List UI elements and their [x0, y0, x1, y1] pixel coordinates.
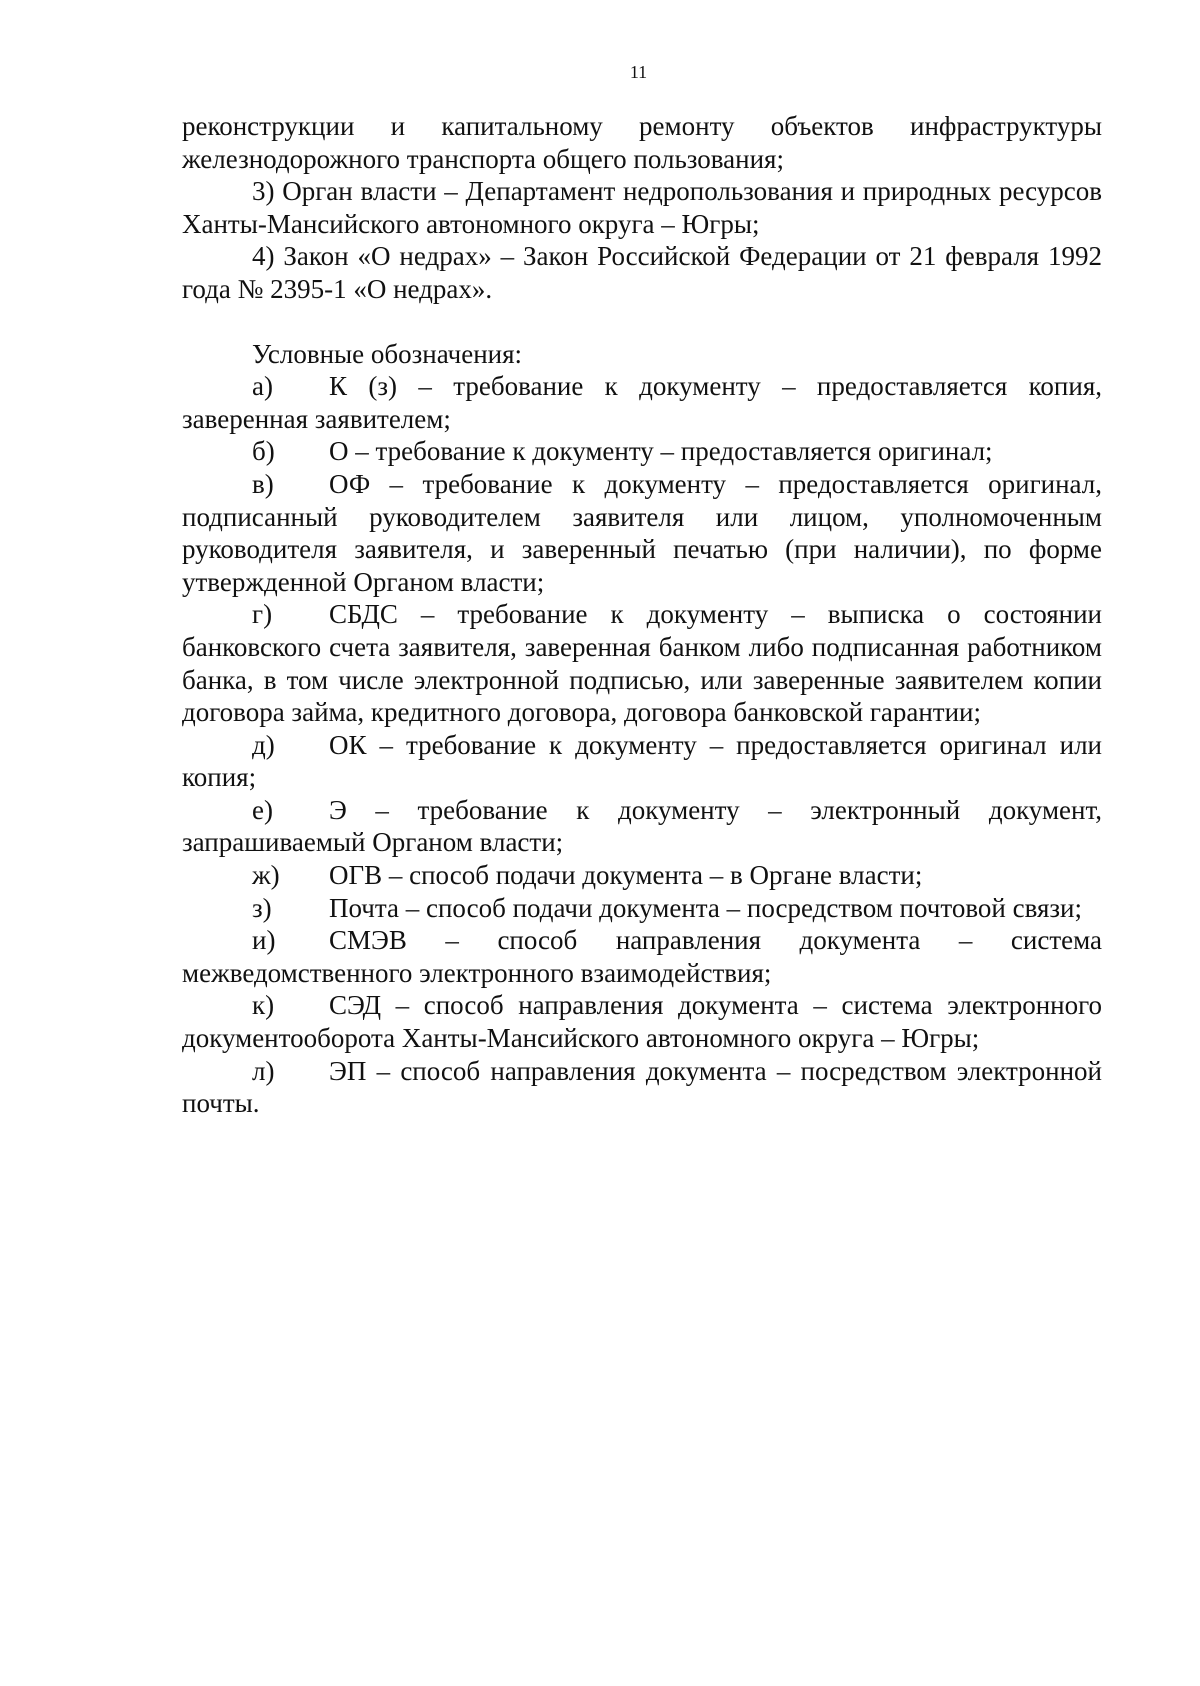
document-body	[182, 110, 1102, 1120]
paragraph-definition-3: 3) Орган власти – Департамент недропользования и природных ресурсов Ханты-Мансийского автономного округа – Югры;	[182, 176, 1102, 239]
legend-text: ОФ – требование к документу – предоставляется оригинал, подписанный руководителем заявителя или лицом, уполномоченным руководителя заявителя, и заверенный печатью (при наличии), по форме утвержденной Органом власти;	[182, 468, 1102, 597]
legend-marker: г)	[252, 599, 273, 630]
legend-marker: и)	[252, 925, 276, 956]
legend-text: СМЭВ – способ направления документа – система межведомственного электронного взаимодействия;	[182, 925, 1102, 988]
legend-item-v	[182, 468, 1102, 598]
legend-text: О – требование к документу – предоставляется оригинал;	[329, 436, 993, 467]
legend-marker: в)	[252, 468, 274, 499]
legend-item-g	[182, 598, 1102, 728]
legend-marker: к)	[252, 990, 275, 1021]
section-spacer	[182, 306, 1102, 338]
legend-text: Э – требование к документу – электронный документ, запрашиваемый Органом власти;	[182, 794, 1102, 858]
legend-text: ЭП – способ направления документа – посредством электронной почты.	[182, 1055, 1102, 1119]
legend-marker: з)	[252, 892, 272, 923]
legend-item-zh	[182, 859, 1102, 892]
legend-text: СЭД – способ направления документа – система электронного документооборота Ханты-Мансийского автономного округа – Югры;	[182, 990, 1102, 1054]
legend-marker: д)	[252, 729, 275, 760]
legend-item-z	[182, 892, 1102, 925]
legend-item-k	[182, 989, 1102, 1054]
legend-item-d	[182, 729, 1102, 794]
page-number: 11	[629, 62, 648, 82]
legend-marker: а)	[252, 371, 273, 402]
legend-marker: б)	[252, 436, 275, 467]
legend-marker: л)	[252, 1055, 275, 1086]
legend-item-l	[182, 1055, 1102, 1120]
legend-item-i	[182, 924, 1102, 989]
legend-text: Почта – способ подачи документа – посредством почтовой связи;	[329, 892, 1082, 923]
legend-item-e	[182, 794, 1102, 859]
legend-text: СБДС – требование к документу – выписка о состоянии банковского счета заявителя, заверенная банком либо подписанная работником банка, в том числе электронной подписью, или заверенные заявителем копии договора займа, кредитного договора, договора банковской гарантии;	[182, 599, 1102, 728]
paragraph-definition-4: 4) Закон «О недрах» – Закон Российской Федерации от 21 февраля 1992 года № 2395-1 «О недрах».	[182, 241, 1102, 304]
legend-heading: Условные обозначения:	[252, 338, 523, 369]
legend-marker: ж)	[252, 860, 280, 891]
legend-item-b	[182, 435, 1102, 468]
legend-text: ОГВ – способ подачи документа – в Органе власти;	[329, 860, 923, 891]
legend-text: К (з) – требование к документу – предоставляется копия, заверенная заявителем;	[182, 371, 1102, 434]
legend-text: ОК – требование к документу – предоставляется оригинал или копия;	[182, 729, 1102, 793]
paragraph-continuation: реконструкции и капитальному ремонту объектов инфраструктуры железнодорожного транспорта общего пользования;	[182, 111, 1102, 174]
legend-item-a	[182, 370, 1102, 435]
legend-marker: е)	[252, 794, 273, 825]
